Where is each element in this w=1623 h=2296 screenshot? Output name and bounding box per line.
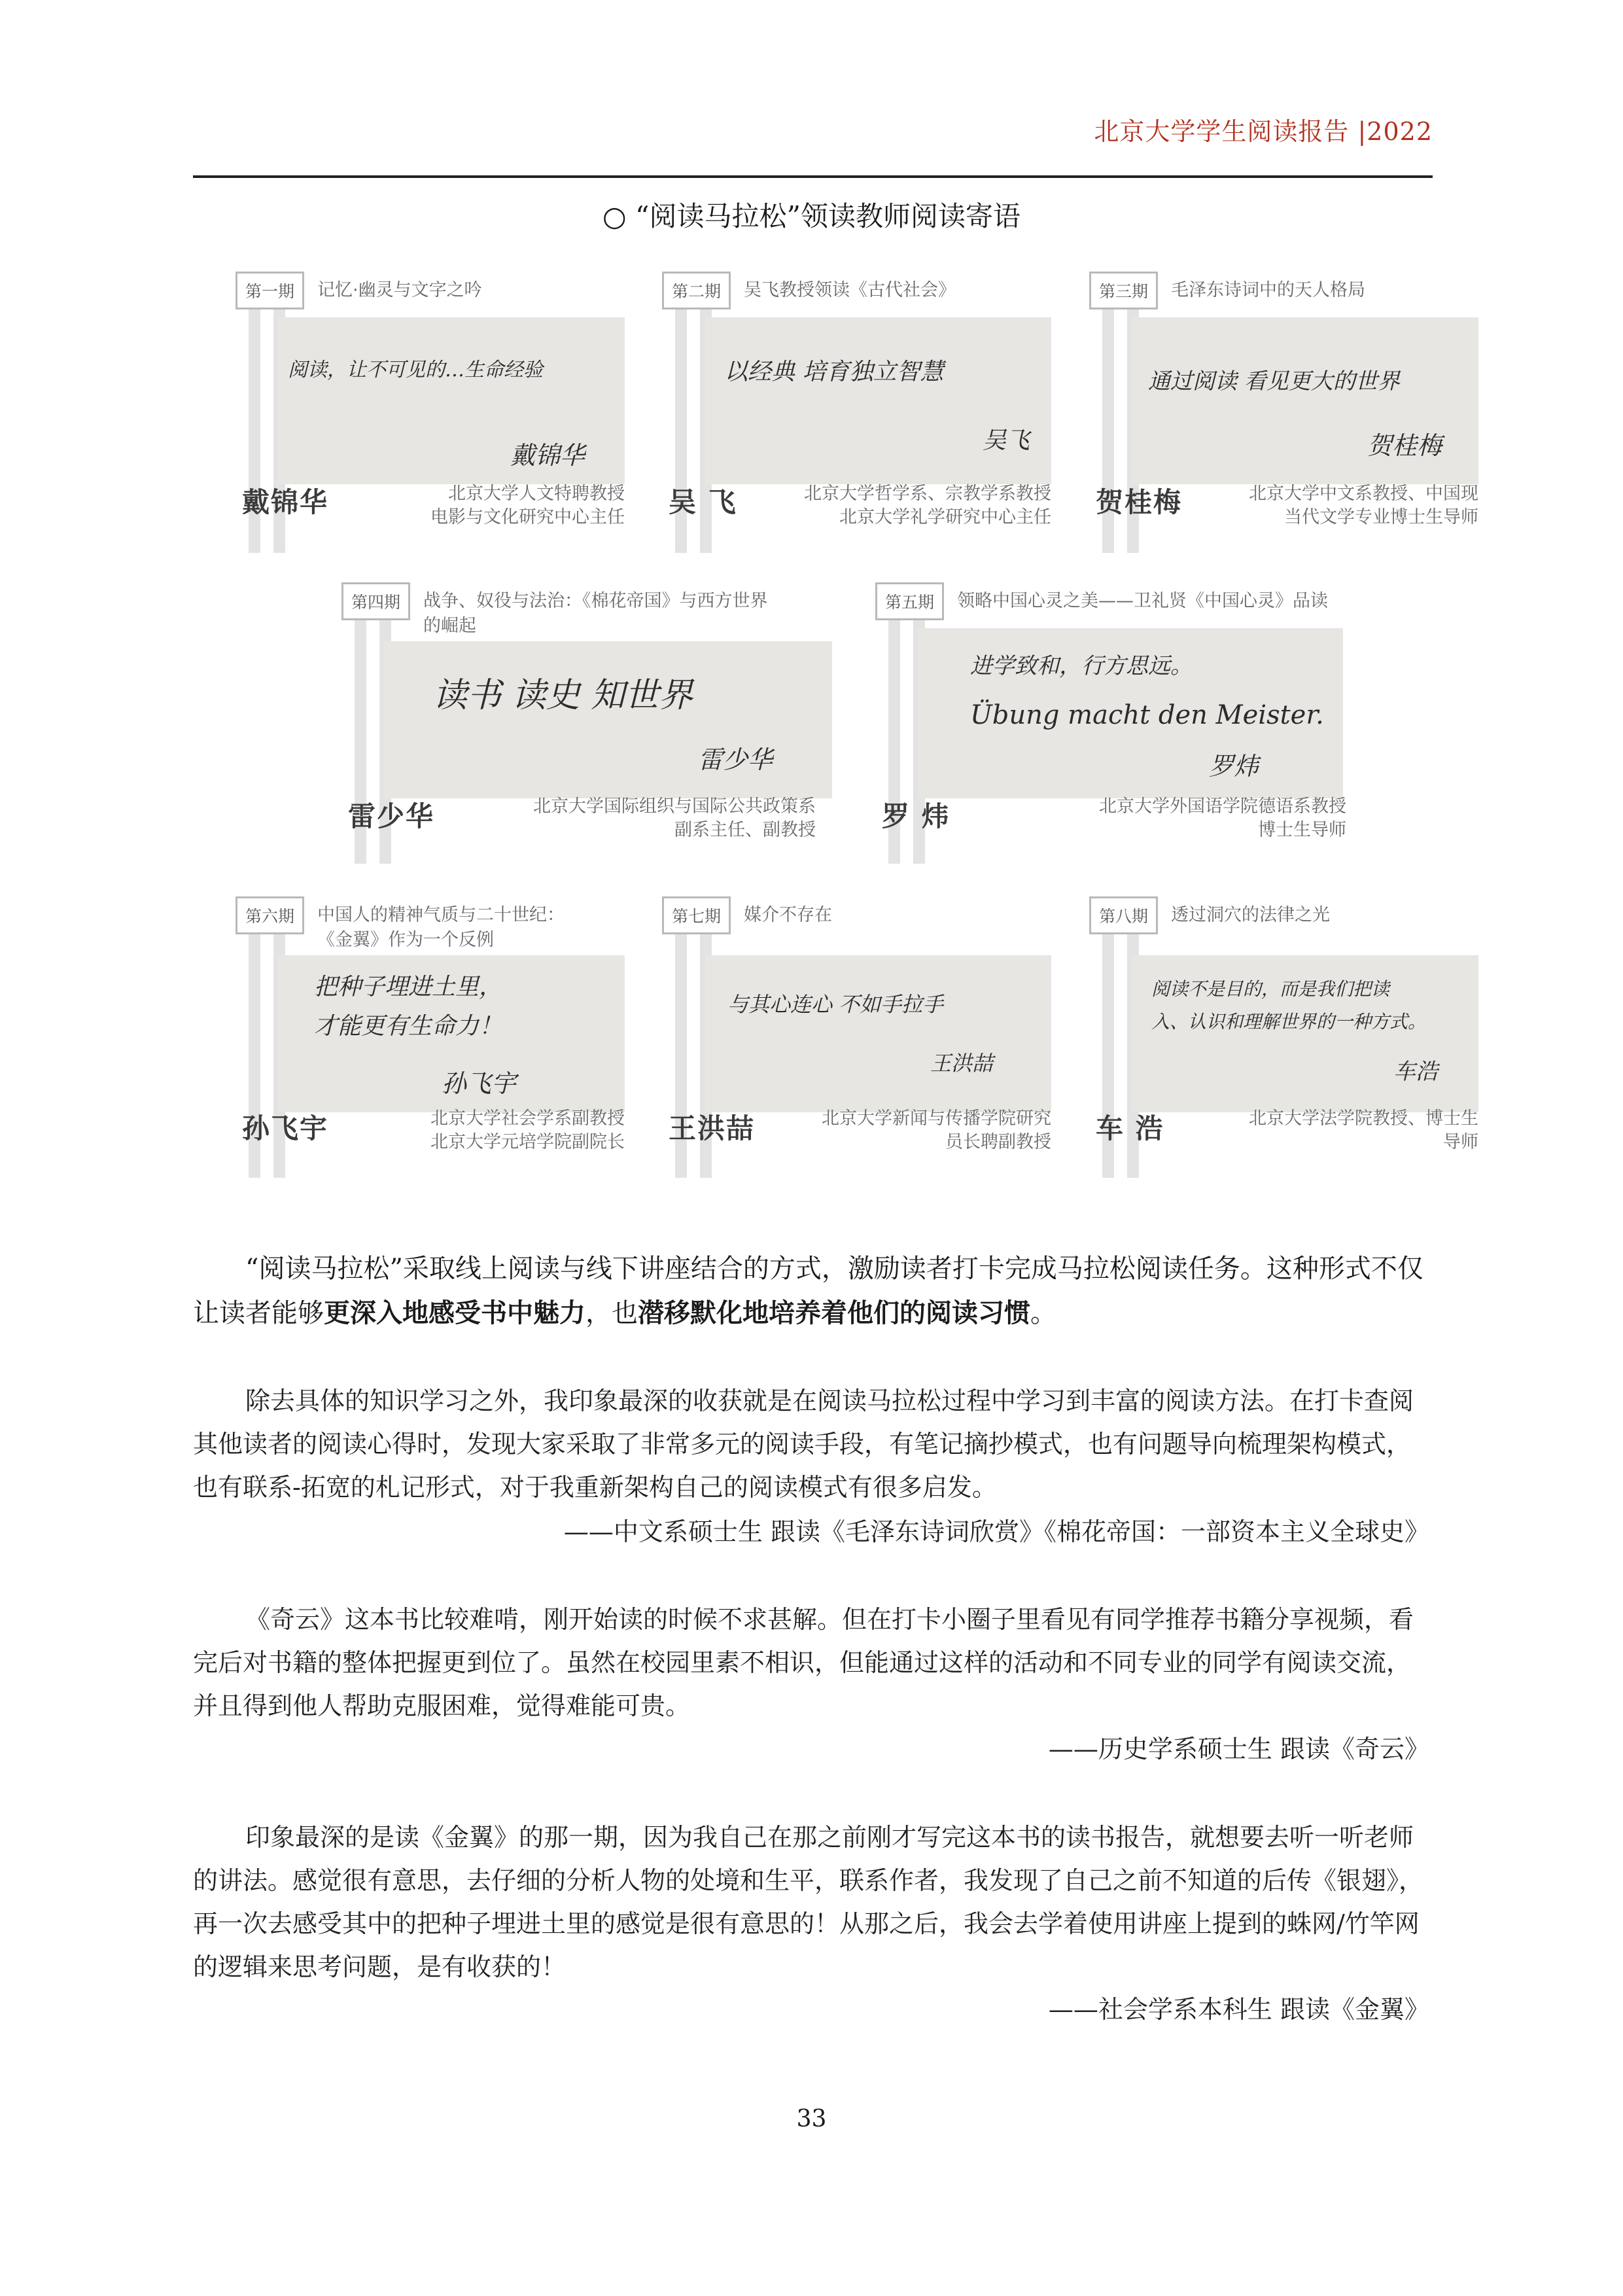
card-topic-line: 的崛起 bbox=[423, 616, 476, 636]
card-topic bbox=[744, 278, 956, 303]
teacher-title bbox=[1249, 482, 1478, 529]
card-topic-line: 《金翼》作为一个反例 bbox=[317, 930, 494, 950]
issue-badge: 第八期 bbox=[1089, 896, 1158, 934]
card-topic-line: 记忆·幽灵与文字之吟 bbox=[317, 280, 482, 300]
card-issue-8 bbox=[1089, 896, 1478, 1158]
teacher-name: 罗 炜 bbox=[882, 800, 951, 832]
teacher-name: 雷少华 bbox=[348, 800, 435, 832]
quote-text: 《奇云》这本书比较难啃，刚开始读的时候不求甚解。但在打卡小圈子里看见有同学推荐书籍分享视频，看完后对书籍的整体把握更到位了。虽然在校园里素不相识，但能通过这样的活动和不同专业的同学有阅读交流，并且得到他人帮助克服困难，觉得难能可贵。 bbox=[193, 1605, 1414, 1720]
quote-text: 印象最深的是读《金翼》的那一期，因为我自己在那之前刚才写完这本书的读书报告，就想要去听一听老师的讲法。感觉很有意思，去仔细的分析人物的处境和生平，联系作者，我发现了自己之前不知道的后传《银翅》，再一次去感受其中的把种子埋进土里的感觉是很有意思的！从那之后，我会去学着使用讲座上提到的蛛网/竹竿网的逻辑来思考问题，是有收获的！ bbox=[193, 1823, 1424, 1981]
title-line: 北京大学社会学系副教授 bbox=[430, 1108, 625, 1129]
teacher-name: 王洪喆 bbox=[669, 1112, 756, 1144]
handwriting-card bbox=[278, 955, 625, 1112]
signature: 车浩 bbox=[1393, 1059, 1438, 1085]
signature: 王洪喆 bbox=[930, 1051, 994, 1076]
signature: 贺桂梅 bbox=[1367, 431, 1442, 460]
handwriting-card bbox=[705, 955, 1051, 1112]
header-text: 北京大学学生阅读报告 |2022 bbox=[1094, 117, 1433, 146]
handwriting-card bbox=[384, 641, 832, 798]
issue-badge: 第六期 bbox=[236, 896, 304, 934]
intro-bold: 潜移默化地培养着他们的阅读习惯 bbox=[638, 1298, 1030, 1328]
card-topic-line: 媒介不存在 bbox=[744, 905, 832, 925]
title-line: 北京大学法学院教授、博士生 bbox=[1249, 1108, 1478, 1129]
handwriting-line: Übung macht den Meister. bbox=[970, 700, 1324, 730]
card-topic bbox=[957, 589, 1328, 614]
handwriting-line: 才能更有生命力！ bbox=[314, 1013, 503, 1040]
teacher-title bbox=[804, 482, 1051, 529]
quote-attribution: ——社会学系本科生 跟读《金翼》 bbox=[1048, 1995, 1429, 2024]
quote-attribution: ——历史学系硕士生 跟读《奇云》 bbox=[1048, 1735, 1429, 1763]
handwriting-line: 以经典 培育独立智慧 bbox=[724, 359, 944, 385]
title-line: 当代文学专业博士生导师 bbox=[1284, 507, 1478, 527]
card-issue-3 bbox=[1089, 272, 1478, 533]
signature: 雷少华 bbox=[698, 745, 773, 774]
handwriting-card bbox=[1132, 955, 1478, 1112]
card-topic-line: 领略中国心灵之美——卫礼贤《中国心灵》品读 bbox=[957, 591, 1328, 611]
handwriting-line: 入、认识和理解世界的一种方式。 bbox=[1151, 1011, 1427, 1033]
intro-text: ，也 bbox=[585, 1298, 638, 1328]
intro-text: 。 bbox=[1030, 1298, 1056, 1328]
title-line: 北京大学外国语学院德语系教授 bbox=[1099, 796, 1346, 817]
teacher-name: 车 浩 bbox=[1096, 1112, 1164, 1144]
issue-badge: 第二期 bbox=[662, 272, 731, 309]
issue-badge: 第七期 bbox=[662, 896, 731, 934]
title-line: 导师 bbox=[1443, 1132, 1478, 1152]
handwriting-card bbox=[1132, 317, 1478, 484]
card-issue-1 bbox=[236, 272, 625, 533]
title-line: 员长聘副教授 bbox=[945, 1132, 1051, 1152]
handwriting-line: 读书 读史 知世界 bbox=[433, 676, 693, 715]
student-quote bbox=[193, 1816, 1429, 1988]
signature: 戴锦华 bbox=[510, 441, 585, 470]
handwriting-card bbox=[278, 317, 625, 484]
card-topic-line: 中国人的精神气质与二十世纪： bbox=[317, 905, 565, 925]
title-line: 副系主任、副教授 bbox=[674, 820, 816, 840]
issue-badge: 第一期 bbox=[236, 272, 304, 309]
student-quote bbox=[193, 1598, 1429, 1727]
handwriting-card bbox=[918, 628, 1343, 798]
intro-paragraph bbox=[193, 1246, 1429, 1335]
card-issue-7 bbox=[662, 896, 1051, 1158]
section-title: ○ “阅读马拉松”领读教师阅读寄语 bbox=[602, 200, 1021, 232]
title-line: 北京大学中文系教授、中国现 bbox=[1249, 484, 1478, 504]
title-line: 北京大学新闻与传播学院研究 bbox=[822, 1108, 1051, 1129]
handwriting-line: 进学致和，行方思远。 bbox=[970, 653, 1193, 679]
handwriting-line: 通过阅读 看见更大的世界 bbox=[1148, 368, 1400, 395]
issue-badge: 第四期 bbox=[341, 582, 410, 620]
card-topic-line: 吴飞教授领读《古代社会》 bbox=[744, 280, 956, 300]
quote-attribution: ——中文系硕士生 跟读《毛泽东诗词欣赏》《棉花帝国：一部资本主义全球史》 bbox=[563, 1517, 1429, 1546]
title-line: 北京大学哲学系、宗教学系教授 bbox=[804, 484, 1051, 504]
title-line: 北京大学礼学研究中心主任 bbox=[839, 507, 1051, 527]
title-line: 北京大学人文特聘教授 bbox=[448, 484, 625, 504]
title-line: 博士生导师 bbox=[1258, 820, 1346, 840]
teacher-title bbox=[822, 1107, 1051, 1154]
card-topic bbox=[423, 589, 768, 639]
handwriting-line: 把种子埋进土里， bbox=[314, 974, 503, 1000]
quote-text: 除去具体的知识学习之外，我印象最深的收获就是在阅读马拉松过程中学习到丰富的阅读方法。在打卡查阅其他读者的阅读心得时，发现大家采取了非常多元的阅读手段，有笔记摘抄模式，也有问题导向梳理架构模式，也有联系-拓宽的札记形式，对于我重新架构自己的阅读模式有很多启发。 bbox=[193, 1386, 1414, 1502]
handwriting-line: 与其心连心 不如手拉手 bbox=[727, 992, 944, 1017]
teacher-name: 戴锦华 bbox=[242, 486, 329, 518]
title-line: 北京大学国际组织与国际公共政策系 bbox=[533, 796, 816, 817]
teacher-title bbox=[1099, 795, 1346, 842]
issue-badge: 第五期 bbox=[875, 582, 944, 620]
intro-text: “阅读马拉松”采取线上阅读与线下讲座结合的方式，激励读者打卡完成马拉松阅读任务。这种形式不仅让读者能够 bbox=[193, 1254, 1423, 1328]
signature: 罗炜 bbox=[1209, 752, 1259, 781]
card-issue-2 bbox=[662, 272, 1051, 533]
teacher-name: 吴 飞 bbox=[669, 486, 737, 518]
card-topic bbox=[317, 278, 482, 303]
teacher-title bbox=[1249, 1107, 1478, 1154]
title-line: 电影与文化研究中心主任 bbox=[430, 507, 625, 527]
page-number: 33 bbox=[796, 2106, 827, 2132]
teacher-title bbox=[430, 1107, 625, 1154]
intro-bold: 更深入地感受书中魅力 bbox=[324, 1298, 585, 1328]
card-topic bbox=[1171, 903, 1330, 928]
teacher-name: 贺桂梅 bbox=[1096, 486, 1183, 518]
card-issue-5 bbox=[875, 582, 1346, 844]
card-topic bbox=[317, 903, 565, 953]
card-topic-line: 毛泽东诗词中的天人格局 bbox=[1171, 280, 1365, 300]
card-issue-4 bbox=[341, 582, 816, 844]
issue-badge: 第三期 bbox=[1089, 272, 1158, 309]
card-topic-line: 透过洞穴的法律之光 bbox=[1171, 905, 1330, 925]
card-topic-line: 战争、奴役与法治：《棉花帝国》与西方世界 bbox=[423, 591, 768, 611]
card-topic bbox=[1171, 278, 1365, 303]
teacher-title bbox=[430, 482, 625, 529]
handwriting-line: 阅读，让不可见的…生命经验 bbox=[288, 359, 543, 381]
signature: 孙飞宇 bbox=[442, 1069, 517, 1098]
teacher-name: 孙飞宇 bbox=[242, 1112, 329, 1144]
teacher-title bbox=[533, 795, 816, 842]
student-quote bbox=[193, 1379, 1429, 1509]
card-topic bbox=[744, 903, 832, 928]
signature: 吴飞 bbox=[983, 427, 1030, 454]
handwriting-line: 阅读不是目的，而是我们把读 bbox=[1151, 978, 1390, 1000]
card-issue-6 bbox=[236, 896, 625, 1158]
handwriting-card bbox=[705, 317, 1051, 484]
title-line: 北京大学元培学院副院长 bbox=[430, 1132, 625, 1152]
